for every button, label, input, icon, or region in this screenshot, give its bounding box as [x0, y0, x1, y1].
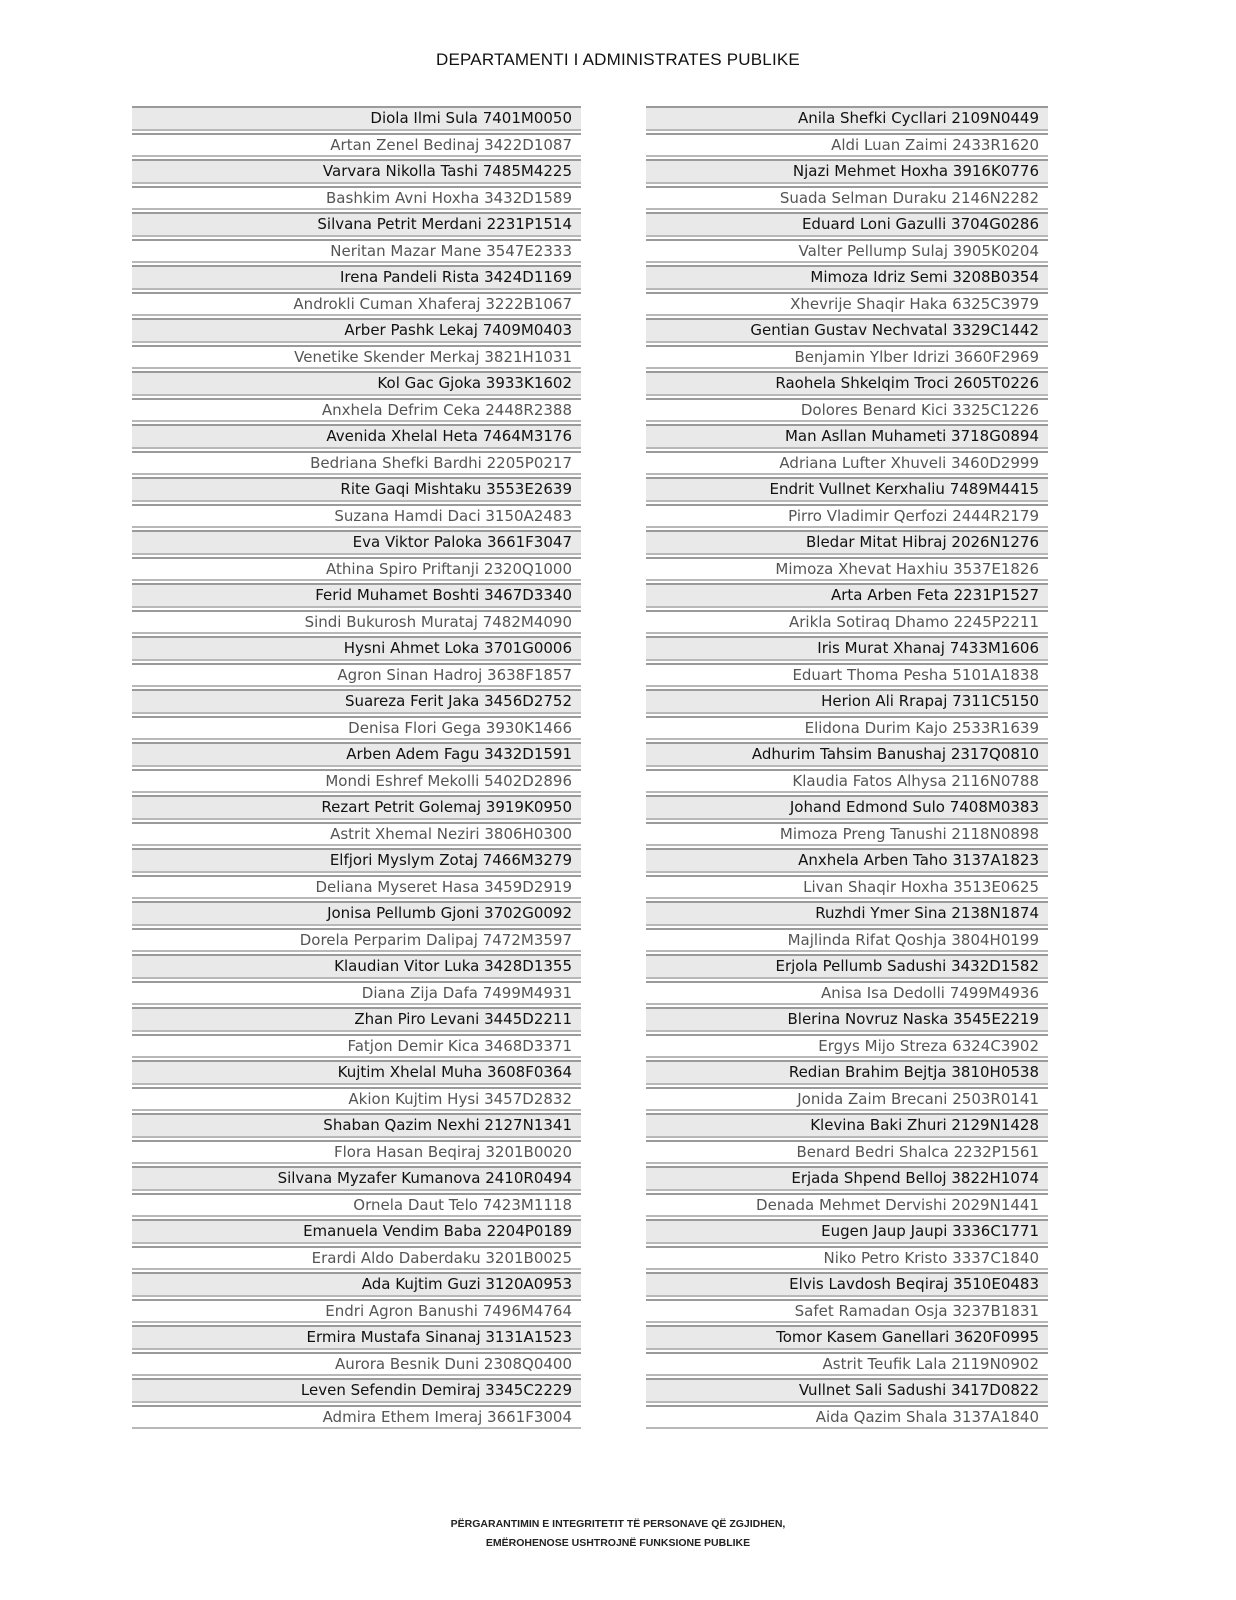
list-item: Ergys Mijo Streza 6324C3902 [646, 1034, 1048, 1059]
list-item: Mimoza Xhevat Haxhiu 3537E1826 [646, 557, 1048, 582]
list-item: Erjada Shpend Belloj 3822H1074 [646, 1166, 1048, 1191]
list-item: Adriana Lufter Xhuveli 3460D2999 [646, 451, 1048, 476]
list-item: Eduard Loni Gazulli 3704G0286 [646, 212, 1048, 237]
list-item: Vullnet Sali Sadushi 3417D0822 [646, 1378, 1048, 1403]
list-item: Varvara Nikolla Tashi 7485M4225 [132, 159, 581, 184]
list-item: Bledar Mitat Hibraj 2026N1276 [646, 530, 1048, 555]
list-item: Safet Ramadan Osja 3237B1831 [646, 1299, 1048, 1324]
list-item: Irena Pandeli Rista 3424D1169 [132, 265, 581, 290]
list-item: Arber Pashk Lekaj 7409M0403 [132, 318, 581, 343]
list-item: Erardi Aldo Daberdaku 3201B0025 [132, 1246, 581, 1271]
footer-line-2: EMËROHENOSE USHTROJNË FUNKSIONE PUBLIKE [485, 1537, 751, 1549]
list-item: Kol Gac Gjoka 3933K1602 [132, 371, 581, 396]
list-item: Hysni Ahmet Loka 3701G0006 [132, 636, 581, 661]
list-item: Raohela Shkelqim Troci 2605T0226 [646, 371, 1048, 396]
list-item: Dorela Perparim Dalipaj 7472M3597 [132, 928, 581, 953]
list-item: Jonida Zaim Brecani 2503R0141 [646, 1087, 1048, 1112]
list-item: Xhevrije Shaqir Haka 6325C3979 [646, 292, 1048, 317]
list-item: Mimoza Idriz Semi 3208B0354 [646, 265, 1048, 290]
list-item: Pirro Vladimir Qerfozi 2444R2179 [646, 504, 1048, 529]
list-item: Leven Sefendin Demiraj 3345C2229 [132, 1378, 581, 1403]
list-item: Livan Shaqir Hoxha 3513E0625 [646, 875, 1048, 900]
list-item: Man Asllan Muhameti 3718G0894 [646, 424, 1048, 449]
list-item: Endri Agron Banushi 7496M4764 [132, 1299, 581, 1324]
list-item: Elidona Durim Kajo 2533R1639 [646, 716, 1048, 741]
list-item: Denisa Flori Gega 3930K1466 [132, 716, 581, 741]
list-item: Benard Bedri Shalca 2232P1561 [646, 1140, 1048, 1165]
list-item: Bedriana Shefki Bardhi 2205P0217 [132, 451, 581, 476]
list-item: Deliana Myseret Hasa 3459D2919 [132, 875, 581, 900]
list-item: Arben Adem Fagu 3432D1591 [132, 742, 581, 767]
list-item: Dolores Benard Kici 3325C1226 [646, 398, 1048, 423]
list-item: Silvana Petrit Merdani 2231P1514 [132, 212, 581, 237]
page-title: DEPARTAMENTI I ADMINISTRATES PUBLIKE [436, 50, 800, 69]
list-item: Anxhela Arben Taho 3137A1823 [646, 848, 1048, 873]
list-item: Adhurim Tahsim Banushaj 2317Q0810 [646, 742, 1048, 767]
list-item: Valter Pellump Sulaj 3905K0204 [646, 239, 1048, 264]
list-item: Astrit Xhemal Neziri 3806H0300 [132, 822, 581, 847]
list-item: Ada Kujtim Guzi 3120A0953 [132, 1272, 581, 1297]
list-item: Arikla Sotiraq Dhamo 2245P2211 [646, 610, 1048, 635]
list-item: Sindi Bukurosh Murataj 7482M4090 [132, 610, 581, 635]
list-item: Elfjori Myslym Zotaj 7466M3279 [132, 848, 581, 873]
list-item: Johand Edmond Sulo 7408M0383 [646, 795, 1048, 820]
list-item: Arta Arben Feta 2231P1527 [646, 583, 1048, 608]
list-item: Shaban Qazim Nexhi 2127N1341 [132, 1113, 581, 1138]
list-item: Suada Selman Duraku 2146N2282 [646, 186, 1048, 211]
list-item: Mimoza Preng Tanushi 2118N0898 [646, 822, 1048, 847]
list-item: Aida Qazim Shala 3137A1840 [646, 1405, 1048, 1430]
list-item: Artan Zenel Bedinaj 3422D1087 [132, 133, 581, 158]
page-footer [0, 1515, 1236, 1553]
list-item: Astrit Teufik Lala 2119N0902 [646, 1352, 1048, 1377]
list-item: Diola Ilmi Sula 7401M0050 [132, 106, 581, 131]
list-item: Silvana Myzafer Kumanova 2410R0494 [132, 1166, 581, 1191]
list-item: Jonisa Pellumb Gjoni 3702G0092 [132, 901, 581, 926]
list-item: Gentian Gustav Nechvatal 3329C1442 [646, 318, 1048, 343]
list-item: Agron Sinan Hadroj 3638F1857 [132, 663, 581, 688]
list-item: Mondi Eshref Mekolli 5402D2896 [132, 769, 581, 794]
list-item: Kujtim Xhelal Muha 3608F0364 [132, 1060, 581, 1085]
list-item: Njazi Mehmet Hoxha 3916K0776 [646, 159, 1048, 184]
list-item: Flora Hasan Beqiraj 3201B0020 [132, 1140, 581, 1165]
list-item: Androkli Cuman Xhaferaj 3222B1067 [132, 292, 581, 317]
list-item: Fatjon Demir Kica 3468D3371 [132, 1034, 581, 1059]
list-item: Venetike Skender Merkaj 3821H1031 [132, 345, 581, 370]
list-item: Aldi Luan Zaimi 2433R1620 [646, 133, 1048, 158]
list-item: Eva Viktor Paloka 3661F3047 [132, 530, 581, 555]
list-item: Ruzhdi Ymer Sina 2138N1874 [646, 901, 1048, 926]
list-item: Klaudia Fatos Alhysa 2116N0788 [646, 769, 1048, 794]
list-item: Rezart Petrit Golemaj 3919K0950 [132, 795, 581, 820]
list-item: Eugen Jaup Jaupi 3336C1771 [646, 1219, 1048, 1244]
list-item: Redian Brahim Bejtja 3810H0538 [646, 1060, 1048, 1085]
list-item: Iris Murat Xhanaj 7433M1606 [646, 636, 1048, 661]
list-item: Klevina Baki Zhuri 2129N1428 [646, 1113, 1048, 1138]
list-item: Tomor Kasem Ganellari 3620F0995 [646, 1325, 1048, 1350]
list-item: Neritan Mazar Mane 3547E2333 [132, 239, 581, 264]
list-item: Bashkim Avni Hoxha 3432D1589 [132, 186, 581, 211]
list-item: Klaudian Vitor Luka 3428D1355 [132, 954, 581, 979]
list-item: Ferid Muhamet Boshti 3467D3340 [132, 583, 581, 608]
list-item: Suareza Ferit Jaka 3456D2752 [132, 689, 581, 714]
list-item: Athina Spiro Priftanji 2320Q1000 [132, 557, 581, 582]
list-item: Ornela Daut Telo 7423M1118 [132, 1193, 581, 1218]
list-item: Zhan Piro Levani 3445D2211 [132, 1007, 581, 1032]
list-item: Avenida Xhelal Heta 7464M3176 [132, 424, 581, 449]
list-item: Herion Ali Rrapaj 7311C5150 [646, 689, 1048, 714]
list-item: Aurora Besnik Duni 2308Q0400 [132, 1352, 581, 1377]
list-item: Rite Gaqi Mishtaku 3553E2639 [132, 477, 581, 502]
list-item: Benjamin Ylber Idrizi 3660F2969 [646, 345, 1048, 370]
footer-line-1: PËRGARANTIMIN E INTEGRITETIT TË PERSONAVE QË ZGJIDHEN, [450, 1518, 786, 1530]
list-item: Emanuela Vendim Baba 2204P0189 [132, 1219, 581, 1244]
list-item: Anila Shefki Cycllari 2109N0449 [646, 106, 1048, 131]
list-item: Erjola Pellumb Sadushi 3432D1582 [646, 954, 1048, 979]
list-item: Majlinda Rifat Qoshja 3804H0199 [646, 928, 1048, 953]
list-item: Eduart Thoma Pesha 5101A1838 [646, 663, 1048, 688]
list-item: Akion Kujtim Hysi 3457D2832 [132, 1087, 581, 1112]
list-item: Denada Mehmet Dervishi 2029N1441 [646, 1193, 1048, 1218]
list-item: Blerina Novruz Naska 3545E2219 [646, 1007, 1048, 1032]
list-item: Admira Ethem Imeraj 3661F3004 [132, 1405, 581, 1430]
list-item: Diana Zija Dafa 7499M4931 [132, 981, 581, 1006]
list-item: Anxhela Defrim Ceka 2448R2388 [132, 398, 581, 423]
list-item: Elvis Lavdosh Beqiraj 3510E0483 [646, 1272, 1048, 1297]
list-item: Anisa Isa Dedolli 7499M4936 [646, 981, 1048, 1006]
list-item: Suzana Hamdi Daci 3150A2483 [132, 504, 581, 529]
list-item: Niko Petro Kristo 3337C1840 [646, 1246, 1048, 1271]
list-item: Ermira Mustafa Sinanaj 3131A1523 [132, 1325, 581, 1350]
right-name-list [646, 106, 1048, 1431]
left-name-list [132, 106, 581, 1431]
list-item: Endrit Vullnet Kerxhaliu 7489M4415 [646, 477, 1048, 502]
